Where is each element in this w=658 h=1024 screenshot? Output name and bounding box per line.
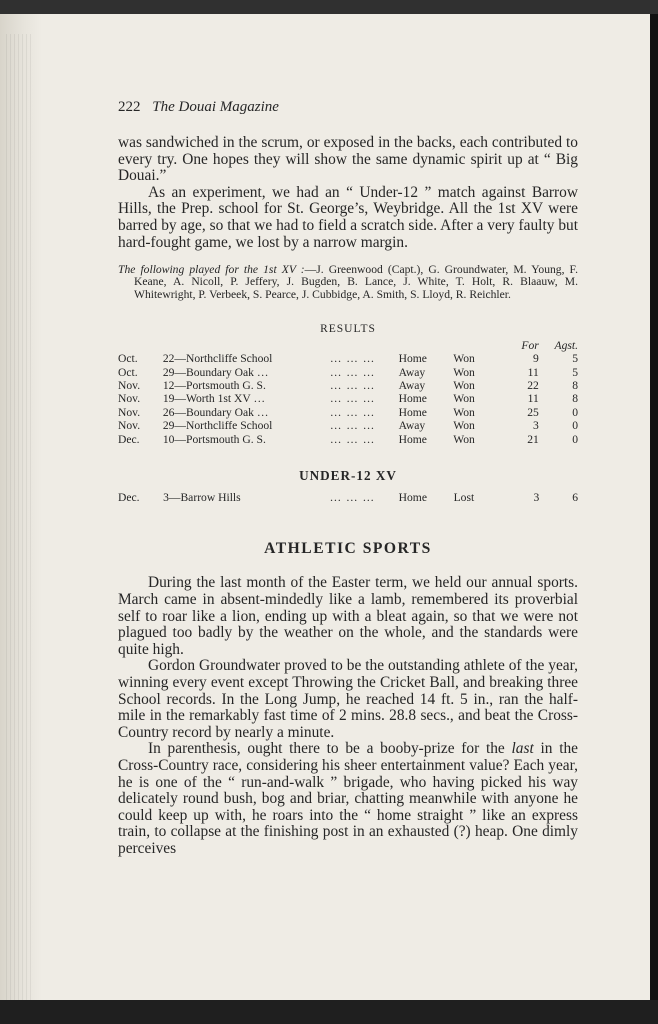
leader-dots: … … … xyxy=(329,405,376,419)
points-against: 8 xyxy=(572,378,578,392)
points-against: 6 xyxy=(572,491,578,505)
agst-column-header: Agst. xyxy=(554,338,578,352)
leader-dots: … … … xyxy=(329,378,376,392)
match-outcome: Won xyxy=(453,419,475,433)
magazine-title: The Douai Magazine xyxy=(152,99,279,115)
points-for: 21 xyxy=(527,432,539,446)
match-venue: Home xyxy=(398,405,427,419)
points-for: 9 xyxy=(532,352,539,366)
table-row xyxy=(118,491,578,504)
match-fixture: 22—Northcliffe School xyxy=(162,352,273,366)
match-outcome: Won xyxy=(453,365,475,379)
athletic-paragraph-2: Gordon Groundwater proved to be the outstanding athlete of the year, winning every event except Throwing the Cricket Ball, and breaking three School records. In the Long Jump, he reached 14 ft. 5 in., ran the half-mile in the remarkably fast time of 2 mins. 28.8 secs., and beat the Cross-Country record by nearly a minute. xyxy=(118,657,578,741)
leader-dots: … … … xyxy=(329,432,376,446)
match-month: Nov. xyxy=(118,378,141,392)
match-fixture: 29—Boundary Oak … xyxy=(162,365,269,379)
match-venue: Home xyxy=(398,392,427,406)
match-outcome: Won xyxy=(453,378,475,392)
book-gutter xyxy=(0,14,42,1004)
points-against: 8 xyxy=(572,392,578,406)
leader-dots: … … … xyxy=(329,365,376,379)
match-venue: Home xyxy=(398,352,427,366)
match-venue: Away xyxy=(398,419,426,433)
match-fixture: 26—Boundary Oak … xyxy=(162,405,269,419)
match-outcome: Won xyxy=(453,352,475,366)
points-for: 3 xyxy=(533,491,540,505)
match-month: Dec. xyxy=(118,432,140,446)
match-month: Nov. xyxy=(118,392,141,406)
match-outcome: Lost xyxy=(453,491,475,505)
athletic-paragraph-1: During the last month of the Easter term, we held our annual sports. March came in absent-mindedly like a lamb, remembered its proverbial self to roar like a lion, ending up with a bleat again, so that we were not plagued too badly by the weather on the whole, and the standards were quite high. xyxy=(118,574,578,658)
match-month: Dec. xyxy=(118,491,140,505)
match-fixture: 3—Barrow Hills xyxy=(163,491,241,505)
paragraph-text-b: in the Cross-Country race, considering his sheer entertainment value? Each year, he is one of the “ run-and-walk ” brigade, who having picked his way delicately round bush, bog and briar, chatting meanwhile with anyone he could keep up with, he roars into the “ home straight ” like an express train, to collapse at the finishing post in an exhausted (?) heap. One dimly perceives xyxy=(118,740,578,857)
match-fixture: 29—Northcliffe School xyxy=(162,419,273,433)
section-title: ATHLETIC SPORTS xyxy=(264,540,432,558)
table-row xyxy=(118,379,578,392)
intro-paragraph-1: was sandwiched in the scrum, or exposed in the backs, each contributed to every try. One hopes they will show the same dynamic spirit up at “ Big Douai.” xyxy=(118,134,578,185)
page-number: 222 xyxy=(118,99,141,115)
leader-dots: … … … xyxy=(329,392,376,406)
points-for: 22 xyxy=(527,378,539,392)
match-fixture: 19—Worth 1st XV … xyxy=(162,392,266,406)
leader-dots: … … … xyxy=(329,419,376,433)
team-list-lead-in: The following played for the 1st XV : xyxy=(118,263,305,277)
match-venue: Home xyxy=(398,432,427,446)
results-table xyxy=(118,339,578,446)
points-against: 0 xyxy=(572,419,578,433)
for-column-header: For xyxy=(521,338,539,352)
match-outcome: Won xyxy=(453,432,475,446)
match-month: Oct. xyxy=(118,352,138,366)
points-for: 25 xyxy=(527,405,539,419)
match-outcome: Won xyxy=(453,392,475,406)
athletic-paragraph-3 xyxy=(118,741,578,857)
table-row xyxy=(118,352,578,365)
match-month: Nov. xyxy=(118,405,141,419)
paragraph-text-a: In parenthesis, ought there to be a booby-prize for the xyxy=(148,740,512,758)
match-venue: Home xyxy=(398,491,427,505)
table-row xyxy=(118,433,578,446)
team-list-names: —J. Greenwood (Capt.), G. Groundwater, M. Young, F. Keane, A. Nicoll, P. Jeffery, J. Bugden, B. Lance, J. White, T. Holt, R. Blaauw, M. Whitewright, P. Verbeek, S. Pearce, J. Cubbidge, A. Smith, S. Lloyd, R. Reichler. xyxy=(134,263,578,301)
results-header-row xyxy=(118,339,578,352)
points-for: 11 xyxy=(527,365,539,379)
scan-right-border xyxy=(650,14,658,1004)
team-list xyxy=(118,264,578,301)
table-row xyxy=(118,419,578,432)
table-row xyxy=(118,406,578,419)
leader-dots: … … … xyxy=(329,491,376,505)
under12-title: UNDER-12 XV xyxy=(299,468,397,484)
page-content xyxy=(118,96,578,858)
match-venue: Away xyxy=(398,378,426,392)
points-against: 0 xyxy=(572,432,578,446)
leader-dots: … … … xyxy=(329,352,376,366)
match-outcome: Won xyxy=(453,405,475,419)
under12-table xyxy=(118,491,578,504)
match-venue: Away xyxy=(398,365,426,379)
points-for: 3 xyxy=(532,419,539,433)
emphasis-last: last xyxy=(511,740,534,758)
results-title: RESULTS xyxy=(320,322,376,335)
match-fixture: 12—Portsmouth G. S. xyxy=(162,378,266,392)
match-fixture: 10—Portsmouth G. S. xyxy=(162,432,266,446)
points-against: 0 xyxy=(572,405,578,419)
match-month: Nov. xyxy=(118,419,141,433)
points-for: 11 xyxy=(527,392,539,406)
scan-bottom-border xyxy=(0,1000,658,1024)
running-header xyxy=(118,96,578,118)
match-month: Oct. xyxy=(118,365,138,379)
intro-paragraph-2: As an experiment, we had an “ Under-12 ” match against Barrow Hills, the Prep. school for St. George’s, Weybridge. All the 1st XV were barred by age, so that we had to field a scratch side. After a very faulty but hard-fought game, we lost by a narrow margin. xyxy=(118,183,578,251)
table-row xyxy=(118,392,578,405)
table-row xyxy=(118,366,578,379)
points-against: 5 xyxy=(572,352,578,366)
points-against: 5 xyxy=(572,365,578,379)
